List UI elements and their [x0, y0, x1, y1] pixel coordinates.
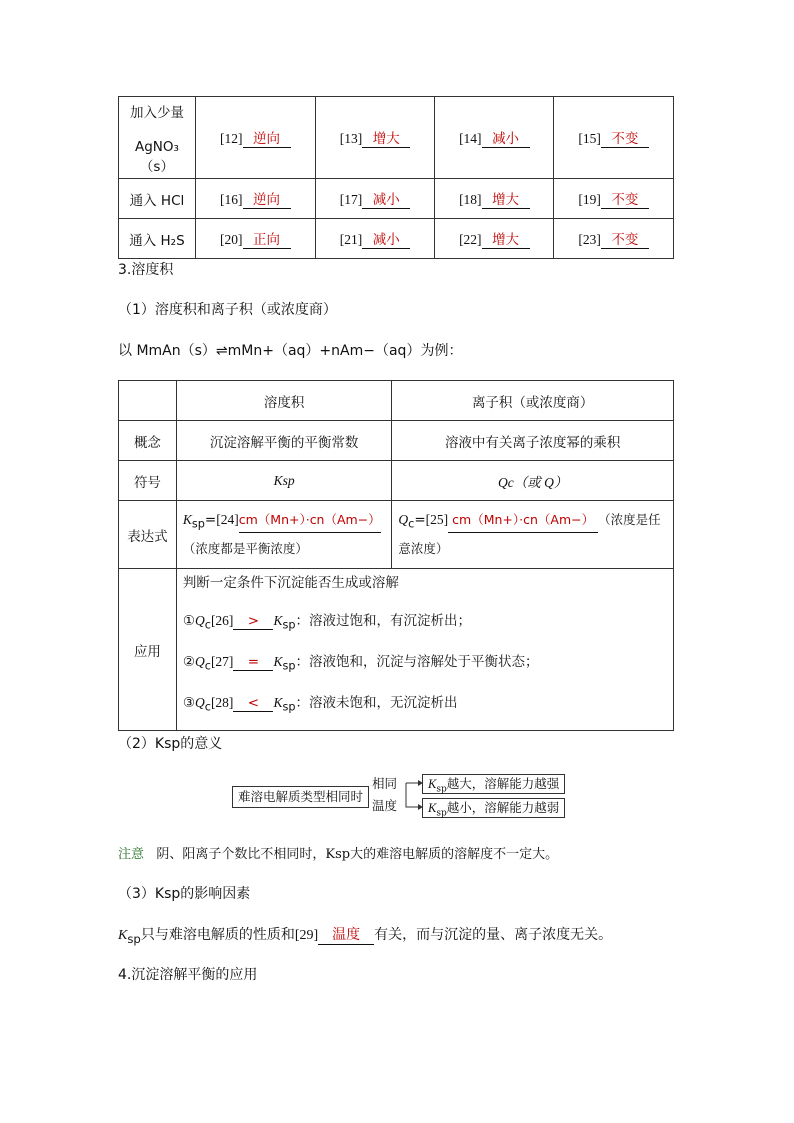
- expression-qc: $Q_c=[25]$ cm（Mn+）·cn（Am−） （浓度是任意浓度）: [392, 501, 674, 569]
- diagram-text: 越小，溶解能力越弱: [446, 800, 560, 815]
- note-text: 阴、阳离子个数比不相同时，Ksp大的难溶电解质的溶解度不一定大。: [156, 847, 559, 862]
- condition-text: AgNO₃（s）: [134, 138, 179, 175]
- section-heading: 3.溶度积: [118, 262, 174, 278]
- answer-text: 增大: [362, 127, 410, 148]
- note-text: （浓度是任意浓度）: [398, 512, 661, 556]
- solubility-product-table: [118, 380, 674, 731]
- item-text: ：溶液过饱和，有沉淀析出；: [295, 613, 471, 629]
- blank-tag: [14]: [459, 131, 482, 146]
- answer-text: 减小: [362, 188, 410, 209]
- item-prefix: ①: [182, 613, 195, 629]
- answer-cell: [195, 179, 315, 219]
- blank-tag: [13]: [339, 131, 363, 146]
- blank-tag: [20]: [220, 232, 243, 247]
- answer-text: 增大: [482, 228, 530, 249]
- diagram-mid-bottom: 温度: [372, 798, 398, 813]
- table-row: [119, 179, 674, 219]
- answer-cell: [315, 97, 435, 179]
- answer-cell: [435, 97, 554, 179]
- symbol-qc: [392, 461, 674, 501]
- answer-cell: [554, 219, 674, 259]
- application-item: $③Q_c[28] < K_{sp}$：溶液未饱和，无沉淀析出: [182, 695, 458, 714]
- blank-tag: [19]: [578, 192, 601, 207]
- condition-cell: [119, 97, 196, 179]
- row-label: 符号: [119, 461, 177, 501]
- answer-text: <: [233, 695, 273, 712]
- application-item: $②Q_c[27] = K_{sp}$：溶液饱和，沉淀与溶解处于平衡状态；: [182, 654, 539, 673]
- blank-tag: [22]: [459, 232, 482, 247]
- note-label: 注意: [118, 847, 145, 862]
- diagram-mid-top: 相同: [372, 776, 398, 791]
- subsection-heading: （3）Ksp的影响因素: [118, 886, 251, 902]
- blank-tag: [18]: [459, 192, 482, 207]
- note-text: （浓度都是平衡浓度）: [182, 540, 308, 556]
- blank-tag: [15]: [578, 131, 601, 146]
- answer-text: >: [233, 613, 273, 630]
- blank-tag: [25]: [425, 512, 449, 528]
- condition-text: 加入少量: [129, 104, 184, 121]
- answer-text: 逆向: [243, 188, 291, 209]
- blank-tag: [23]: [578, 232, 601, 247]
- application-cell: [176, 569, 673, 731]
- header-ksp: 溶度积: [176, 381, 392, 421]
- answer-text: cm（Mn+）·cn（Am−）: [239, 508, 381, 533]
- table-row: [119, 501, 674, 569]
- subsection-heading: （1）溶度积和离子积（或浓度商）: [118, 302, 337, 318]
- blank-tag: [27]: [210, 654, 234, 669]
- example-intro: 以 MmAn（s）⇌mMn+（aq）+nAm−（aq）为例：: [118, 343, 463, 359]
- subsection-heading: （2）Ksp的意义: [118, 736, 223, 752]
- blank-tag: [24]: [216, 512, 239, 528]
- item-prefix: ③: [182, 695, 195, 711]
- table-row: [119, 569, 674, 731]
- row-label: 概念: [119, 421, 177, 461]
- table-row: [119, 381, 674, 421]
- answer-text: 减小: [362, 228, 410, 249]
- table-row: [119, 421, 674, 461]
- blank-tag: [28]: [210, 695, 234, 710]
- factor-text: 有关，而与沉淀的量、离子浓度无关。: [374, 927, 613, 943]
- answer-text: 不变: [601, 127, 649, 148]
- concept-qc: 溶液中有关离子浓度幂的乘积: [392, 421, 674, 461]
- answer-text: cm（Mn+）·cn（Am−）: [448, 508, 598, 533]
- answer-cell: [195, 97, 315, 179]
- item-prefix: ②: [182, 654, 195, 670]
- answer-text: 不变: [601, 188, 649, 209]
- answer-cell: [315, 179, 435, 219]
- answer-text: 不变: [601, 228, 649, 249]
- table-row: [119, 97, 674, 179]
- item-text: ：溶液饱和，沉淀与溶解处于平衡状态；: [295, 654, 539, 670]
- corner-cell: [119, 381, 177, 421]
- blank-tag: [21]: [339, 232, 363, 247]
- factor-paragraph: $K_{sp}$只与难溶电解质的性质和[29] 温度 有关，而与沉淀的量、离子浓度无关。: [118, 924, 612, 946]
- answer-text: =: [233, 654, 273, 671]
- blank-tag: [16]: [220, 192, 243, 207]
- row-label: 表达式: [119, 501, 177, 569]
- diagram-left-box: 难溶电解质类型相同时: [232, 786, 369, 808]
- symbol-ksp: [176, 461, 392, 501]
- table-row: [119, 461, 674, 501]
- answer-text: 减小: [482, 127, 530, 148]
- note-paragraph: [118, 843, 558, 862]
- item-text: ：溶液未饱和，无沉淀析出: [295, 695, 458, 711]
- section-heading: 4.沉淀溶解平衡的应用: [118, 967, 258, 983]
- blank-tag: [26]: [210, 613, 234, 628]
- ksp-meaning-diagram: [232, 774, 562, 824]
- answer-text: 温度: [318, 924, 374, 945]
- application-item: $①Q_c[26] > K_{sp}$：溶液过饱和，有沉淀析出；: [182, 613, 471, 632]
- application-intro: 判断一定条件下沉淀能否生成或溶解: [182, 575, 399, 591]
- symbol-text: Qc（或 Q）: [498, 474, 568, 490]
- condition-cell: 通入 H₂S: [119, 219, 196, 259]
- factor-text: 只与难溶电解质的性质和: [140, 927, 295, 943]
- symbol-text: Ksp: [273, 472, 295, 488]
- answer-cell: [435, 179, 554, 219]
- answer-text: 逆向: [243, 127, 291, 148]
- diagram-text: 越大，溶解能力越强: [446, 776, 560, 791]
- row-label: 应用: [119, 569, 177, 731]
- blank-tag: [17]: [339, 192, 363, 207]
- answer-cell: [315, 219, 435, 259]
- header-qc: 离子积（或浓度商）: [392, 381, 674, 421]
- answer-text: 正向: [243, 228, 291, 249]
- diagram-right-bottom: $K_{sp}$越小，溶解能力越弱: [422, 798, 565, 818]
- answer-cell: [554, 179, 674, 219]
- equilibrium-shift-table: [118, 96, 674, 259]
- expression-ksp: $K_{sp}=[24]cm(Mn+)\cdot cn(Am-)$（浓度都是平衡浓度）: [176, 501, 392, 569]
- table-row: [119, 219, 674, 259]
- diagram-right-top: $K_{sp}$越大，溶解能力越强: [422, 774, 565, 794]
- branch-arrow-icon: [404, 774, 424, 818]
- blank-tag: [12]: [220, 131, 243, 146]
- answer-cell: [554, 97, 674, 179]
- answer-cell: [195, 219, 315, 259]
- condition-cell: 通入 HCl: [119, 179, 196, 219]
- concept-ksp: 沉淀溶解平衡的平衡常数: [176, 421, 392, 461]
- blank-tag: [29]: [294, 928, 319, 943]
- answer-text: 增大: [482, 188, 530, 209]
- answer-cell: [435, 219, 554, 259]
